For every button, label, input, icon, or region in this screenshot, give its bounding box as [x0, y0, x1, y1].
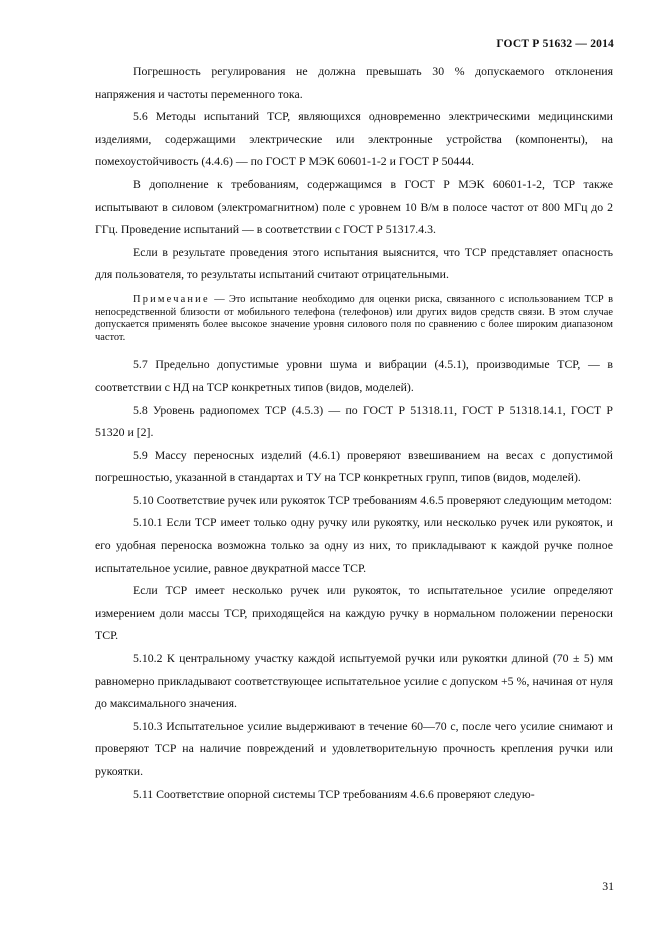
note-label: Примечание [133, 293, 210, 305]
paragraph: 5.10 Соответствие ручек или рукояток ТСР требованиям 4.6.5 проверяют следующим методом: [133, 492, 613, 507]
paragraph: 5.10.3 Испытательное усилие выдерживают в течение 60—70 с, после чего усилие снимают и проверяют ТСР на наличие повреждений и удовлетворительную прочность крепления ручки или рукоятки. [95, 718, 613, 778]
note [95, 294, 613, 344]
paragraph: Погрешность регулирования не должна превышать 30 % допускаемого отклонения напряжения и частоты переменного тока. [95, 64, 613, 101]
paragraph: 5.9 Массу переносных изделий (4.6.1) проверяют взвешиванием на весах с допустимой погрешностью, указанной в стандартах и ТУ на ТСР конкретных групп, типов (видов, моделей). [95, 447, 613, 485]
standard-header: ГОСТ Р 51632 — 2014 [496, 38, 614, 50]
paragraph: 5.11 Соответствие опорной системы ТСР требованиям 4.6.6 проверяют следую- [133, 786, 535, 801]
paragraph: 5.8 Уровень радиопомех ТСР (4.5.3) — по ГОСТ Р 51318.11, ГОСТ Р 51318.14.1, ГОСТ Р 51320 и [2]. [95, 402, 613, 440]
paragraph: В дополнение к требованиям, содержащимся в ГОСТ Р МЭК 60601-1-2, ТСР также испытывают в силовом (электромагнитном) поле с уровнем 10 В/м в полосе частот от 800 МГц до 2 ГГц. Проведение испытаний — в соответствии с ГОСТ Р 51317.4.3. [95, 176, 613, 237]
note-text: — Это испытание необходимо для оценки риска, связанного с использованием ТСР в непосредственной близости от мобильного телефона (телефонов) или других видов средств связи. В этом случае допускается применять более высокое значение уровня силового поля по сравнению с более широким диапазоном частот. [95, 293, 613, 343]
document-body [95, 60, 613, 805]
paragraph: Если ТСР имеет несколько ручек или рукояток, то испытательное усилие определяют измерением доли массы ТСР, приходящейся на каждую ручку в нормальном положении переноски ТСР. [95, 583, 613, 643]
paragraph: 5.7 Предельно допустимые уровни шума и вибрации (4.5.1), производимые ТСР, — в соответствии с НД на ТСР конкретных типов (видов, моделей). [95, 357, 613, 394]
paragraph: 5.10.2 К центральному участку каждой испытуемой ручки или рукоятки длиной (70 ± 5) мм равномерно прикладывают соответствующее испытательное усилие с допуском +5 %, начиная от нуля до максимального значения. [95, 651, 613, 711]
paragraph: 5.10.1 Если ТСР имеет только одну ручку или рукоятку, или несколько ручек или рукояток, и его удобная переноска возможна только за одну из них, то прикладывают к каждой ручке полное испытательное усилие, равное двукратной массе ТСР. [95, 515, 613, 575]
page-number: 31 [602, 879, 614, 893]
paragraph: 5.6 Методы испытаний ТСР, являющихся одновременно электрическими медицинскими изделиями, содержащими электрические или электронные устройства (компоненты), на помехоустойчивость (4.4.6) — по ГОСТ Р МЭК 60601-1-2 и ГОСТ Р 50444. [95, 109, 613, 169]
paragraph: Если в результате проведения этого испытания выяснится, что ТСР представляет опасность для пользователя, то результаты испытаний считают отрицательными. [95, 244, 613, 282]
